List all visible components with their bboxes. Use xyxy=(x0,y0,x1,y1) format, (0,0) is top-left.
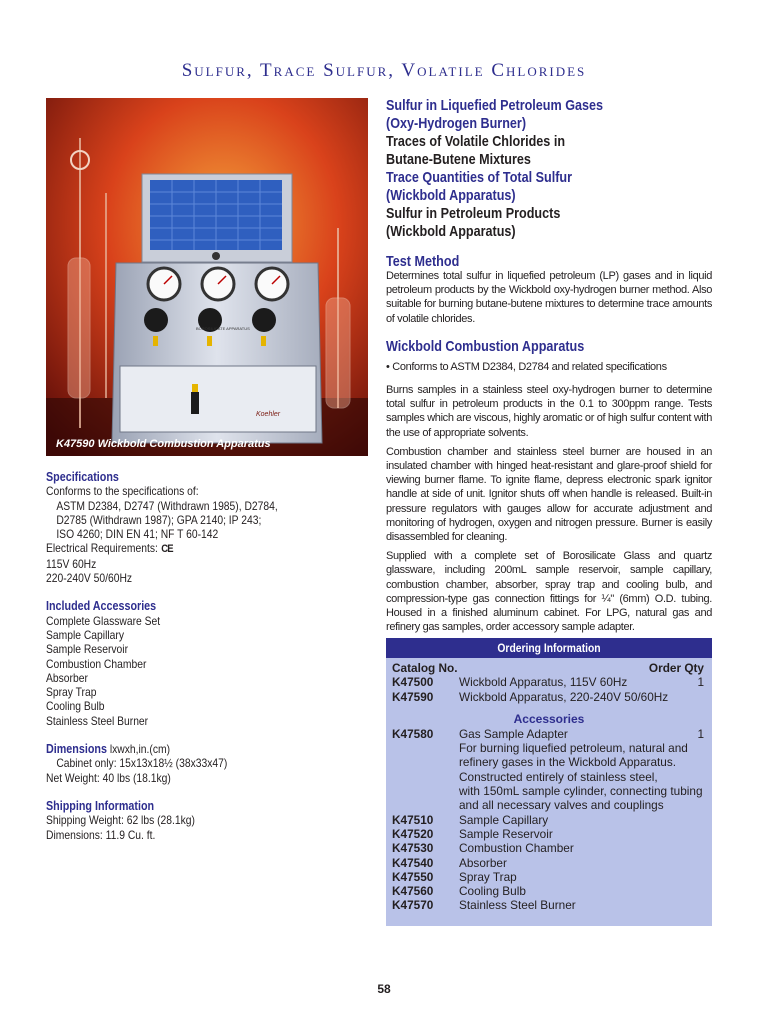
page-title: Sulfur, Trace Sulfur, Volatile Chlorides xyxy=(181,60,587,81)
specifications-column xyxy=(46,470,366,842)
table-row-detail: refinery gases in the Wickbold Apparatus. xyxy=(459,755,677,770)
electrical-requirements: Electrical Requirements: CE xyxy=(46,541,173,556)
table-row: K47520 Sample Reservoir xyxy=(392,826,553,841)
order-qty-header: Order Qty xyxy=(648,661,704,675)
accessory-item: Sample Reservoir xyxy=(46,642,129,657)
apparatus-paragraph-1: Burns samples in a stainless steel oxy-hydrogen burner to determine total sulfur in petroleum products in the 0.1 to 300ppm range. Tests samples which are viscous, highly aromatic or of high sulfur content with the use of appropriate solvents. xyxy=(386,384,712,439)
page-number: 58 xyxy=(377,982,391,996)
apparatus-bullet: • Conforms to ASTM D2384, D2784 and related specifications xyxy=(386,360,667,373)
dimensions-line: Dimensions lxwxh,in.(cm) xyxy=(46,742,171,757)
accessory-item: Cooling Bulb xyxy=(46,699,105,714)
shipping-dimensions: Dimensions: 11.9 Cu. ft. xyxy=(46,827,156,842)
shipping-weight: Shipping Weight: 62 lbs (28.1kg) xyxy=(46,813,195,828)
accessory-item: Combustion Chamber xyxy=(46,656,147,671)
svg-text:BOROSILICATE APPARATUS: BOROSILICATE APPARATUS xyxy=(196,326,250,331)
ordering-information-table xyxy=(386,638,712,926)
product-photo xyxy=(46,98,368,456)
title-sulfur-lpg-sub: (Oxy-Hydrogen Burner) xyxy=(386,115,527,132)
accessory-item: Complete Glassware Set xyxy=(46,613,161,628)
table-row: K47510 Sample Capillary xyxy=(392,812,549,827)
specifications-heading: Specifications xyxy=(46,470,119,484)
svg-text:Koehler: Koehler xyxy=(256,411,281,418)
title-sulfur-petroleum-sub: (Wickbold Apparatus) xyxy=(386,223,516,240)
accessory-item: Sample Capillary xyxy=(46,627,125,642)
spec-line: Conforms to the specifications of: xyxy=(46,484,199,499)
spec-line: ASTM D2384, D2747 (Withdrawn 1985), D2784, xyxy=(56,498,278,513)
table-row: K47590 Wickbold Apparatus, 220-240V 50/60Hz xyxy=(392,689,669,704)
ordering-heading: Ordering Information xyxy=(386,638,712,658)
ce-mark-icon: CE xyxy=(161,543,173,556)
apparatus-paragraph-2: Combustion chamber and stainless steel burner are housed in an insulated chamber with hinged heat-resistant and glare-proof shield for viewing burner flame. To ignite flame, depress electronic spark ignitor handle at side of unit. Ignitor shuts off when handle is released. Built-in pressure regulators with gauges allow for accurate adjustment and monitoring of hydrogen, oxygen and nitrogen pressure. Burner is easily disassembled for cleaning. xyxy=(386,445,712,544)
test-method-text: Determines total sulfur in liquefied petroleum (LP) gases and in liquid petroleum products by the Wickbold oxy-hydrogen burner method. Also suitable for burning butane-butene mixtures to determine trace amounts of volatile chlorides. xyxy=(386,270,712,325)
dimensions-heading: Dimensions xyxy=(46,742,107,757)
spec-line: 115V 60Hz xyxy=(46,556,97,571)
spec-line: 220-240V 50/60Hz xyxy=(46,571,133,586)
included-accessories-heading: Included Accessories xyxy=(46,599,157,614)
table-row-detail: and all necessary valves and couplings xyxy=(459,798,664,813)
title-volatile-chlorides: Traces of Volatile Chlorides in xyxy=(386,133,566,150)
spec-line: ISO 4260; DIN EN 41; NF T 60-142 xyxy=(56,527,219,542)
catalog-no-header: Catalog No. xyxy=(392,661,458,675)
table-row: K47580 Gas Sample Adapter 1 xyxy=(392,726,704,741)
accessory-item: Absorber xyxy=(46,670,88,685)
title-sulfur-lpg: Sulfur in Liquefied Petroleum Gases xyxy=(386,97,604,114)
description-column xyxy=(386,97,712,634)
table-row: K47570 Stainless Steel Burner xyxy=(392,898,576,913)
shipping-heading: Shipping Information xyxy=(46,798,155,813)
table-row: K47540 Absorber xyxy=(392,855,507,870)
table-row-detail: Constructed entirely of stainless steel, xyxy=(459,769,658,784)
table-row-detail: with 150mL sample cylinder, connecting tubing xyxy=(459,784,703,799)
table-row: K47560 Cooling Bulb xyxy=(392,884,526,899)
apparatus-heading: Wickbold Combustion Apparatus xyxy=(386,337,585,355)
table-row-detail: For burning liquefied petroleum, natural and xyxy=(459,741,688,756)
ordering-column-headers xyxy=(386,661,712,675)
table-row: K47530 Combustion Chamber xyxy=(392,841,574,856)
apparatus-paragraph-3: Supplied with a complete set of Borosilicate Glass and quartz glassware, including 200mL sample reservoir, sample capillary, combustion chamber, absorber, spray trap and cooling bulb, and compression-type gas connection fittings for ¼" (6mm) O.D. tubing. Housed in a finished aluminum cabinet. For LPG, natural gas and refinery gas samples, order accessory sample adapter. xyxy=(386,550,712,634)
accessories-heading: Accessories xyxy=(513,711,585,726)
title-trace-sulfur: Trace Quantities of Total Sulfur xyxy=(386,169,572,186)
spec-line: D2785 (Withdrawn 1987); GPA 2140; IP 243; xyxy=(56,512,262,527)
title-volatile-chlorides-sub: Butane-Butene Mixtures xyxy=(386,151,531,168)
photo-caption: K47590 Wickbold Combustion Apparatus xyxy=(56,438,271,450)
table-row: K47500 Wickbold Apparatus, 115V 60Hz 1 xyxy=(392,675,704,690)
accessory-item: Stainless Steel Burner xyxy=(46,713,149,728)
title-trace-sulfur-sub: (Wickbold Apparatus) xyxy=(386,187,516,204)
accessory-item: Spray Trap xyxy=(46,685,97,700)
title-sulfur-petroleum: Sulfur in Petroleum Products xyxy=(386,205,561,222)
dimensions-cabinet: Cabinet only: 15x13x18½ (38x33x47) xyxy=(56,756,228,771)
net-weight: Net Weight: 40 lbs (18.1kg) xyxy=(46,770,171,785)
test-method-heading: Test Method xyxy=(386,253,460,270)
table-row: K47550 Spray Trap xyxy=(392,869,517,884)
